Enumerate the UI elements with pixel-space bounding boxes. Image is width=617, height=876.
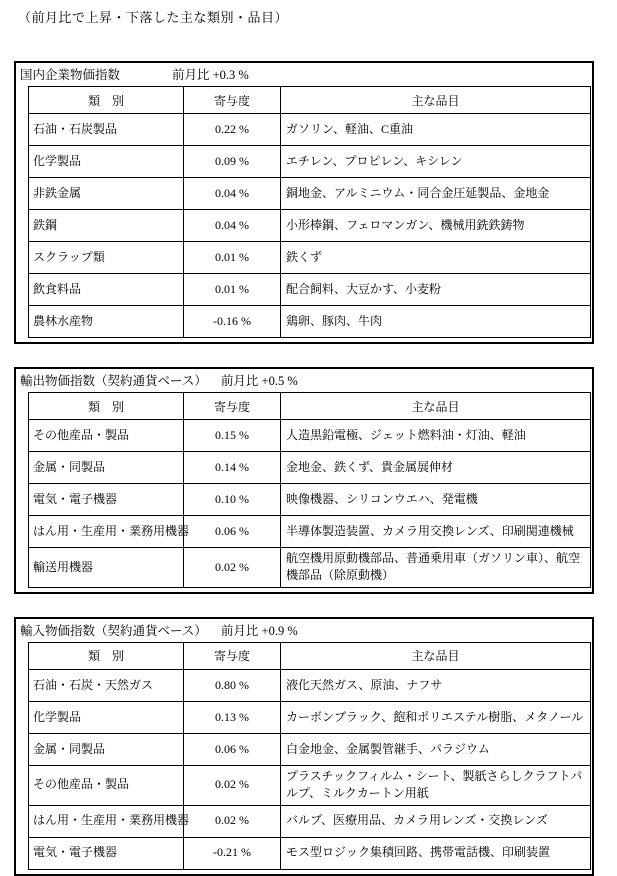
table-row	[29, 306, 591, 338]
category-cell: スクラップ類	[29, 242, 184, 274]
price-table	[28, 392, 591, 588]
domestic-price-index-box	[14, 61, 594, 344]
contribution-cell: 0.04 %	[184, 178, 281, 210]
items-cell: 銅地金、アルミニウム・同合金圧延製品、金地金	[281, 178, 591, 210]
items-cell: 人造黒鉛電極、ジェット燃料油・灯油、軽油	[281, 420, 591, 452]
mom-change: 前月比 +0.3 %	[172, 68, 249, 82]
category-cell: 石油・石炭・天然ガス	[29, 669, 184, 701]
items-cell: ガソリン、軽油、C重油	[281, 114, 591, 146]
items-cell: モス型ロジック集積回路、携帯電話機、印刷装置	[281, 837, 591, 869]
category-cell: 石油・石炭製品	[29, 114, 184, 146]
items-cell: エチレン、プロピレン、キシレン	[281, 146, 591, 178]
items-cell: 金地金、鉄くず、貴金属展伸材	[281, 452, 591, 484]
table-row	[29, 146, 591, 178]
category-cell: 非鉄金属	[29, 178, 184, 210]
table-row	[29, 765, 591, 805]
items-cell: バルブ、医療用品、カメラ用レンズ・交換レンズ	[281, 805, 591, 837]
price-table	[28, 642, 591, 870]
category-cell: 電気・電子機器	[29, 837, 184, 869]
index-name: 国内企業物価指数	[20, 68, 121, 82]
category-cell: 電気・電子機器	[29, 484, 184, 516]
category-cell: その他産品・製品	[29, 765, 184, 805]
contribution-cell: 0.80 %	[184, 669, 281, 701]
contribution-cell: 0.01 %	[184, 274, 281, 306]
items-cell: 小形棒鋼、フェロマンガン、機械用銑鉄鋳物	[281, 210, 591, 242]
table-row	[29, 114, 591, 146]
category-cell: 金属・同製品	[29, 452, 184, 484]
contribution-cell: 0.13 %	[184, 701, 281, 733]
items-cell: プラスチックフィルム・シート、製紙さらしクラフトパルプ、ミルクカートン用紙	[281, 765, 591, 805]
items-column-header: 主な品目	[281, 642, 591, 669]
category-cell: 金属・同製品	[29, 733, 184, 765]
items-cell: 液化天然ガス、原油、ナフサ	[281, 669, 591, 701]
table-row	[29, 452, 591, 484]
table-row	[29, 733, 591, 765]
header-row	[29, 87, 591, 114]
table-row	[29, 274, 591, 306]
category-cell: 化学製品	[29, 146, 184, 178]
mom-change: 前月比 +0.9 %	[220, 623, 298, 638]
contribution-cell: 0.22 %	[184, 114, 281, 146]
table-row	[29, 210, 591, 242]
items-cell: 航空機用原動機部品、普通乗用車（ガソリン車）、航空機部品（除原動機）	[281, 548, 591, 588]
category-cell: その他産品・製品	[29, 420, 184, 452]
table-row	[29, 178, 591, 210]
category-column-header: 類 別	[29, 393, 184, 420]
contribution-cell: 0.09 %	[184, 146, 281, 178]
category-cell: 鉄鋼	[29, 210, 184, 242]
contribution-cell: 0.10 %	[184, 484, 281, 516]
category-cell: 農林水産物	[29, 306, 184, 338]
header-row	[29, 642, 591, 669]
index-name: 輸入物価指数（契約通貨ベース）	[20, 623, 207, 638]
category-column-header: 類 別	[29, 87, 184, 114]
contribution-cell: -0.16 %	[184, 306, 281, 338]
contribution-cell: 0.15 %	[184, 420, 281, 452]
category-cell: 化学製品	[29, 701, 184, 733]
contribution-column-header: 寄与度	[184, 393, 281, 420]
items-cell: 映像機器、シリコンウエハ、発電機	[281, 484, 591, 516]
table-row	[29, 484, 591, 516]
contribution-cell: 0.14 %	[184, 452, 281, 484]
contribution-column-header: 寄与度	[184, 87, 281, 114]
box-title	[16, 619, 592, 642]
table-row	[29, 420, 591, 452]
contribution-cell: -0.21 %	[184, 837, 281, 869]
header-row	[29, 393, 591, 420]
items-cell: カーボンブラック、飽和ポリエステル樹脂、メタノール	[281, 701, 591, 733]
contribution-cell: 0.02 %	[184, 805, 281, 837]
contribution-cell: 0.06 %	[184, 733, 281, 765]
items-cell: 鶏卵、豚肉、牛肉	[281, 306, 591, 338]
table-row	[29, 669, 591, 701]
table-row	[29, 548, 591, 588]
contribution-cell: 0.01 %	[184, 242, 281, 274]
contribution-column-header: 寄与度	[184, 642, 281, 669]
category-cell: はん用・生産用・業務用機器	[29, 516, 184, 548]
category-cell: はん用・生産用・業務用機器	[29, 805, 184, 837]
box-title	[16, 369, 592, 392]
contribution-cell: 0.02 %	[184, 765, 281, 805]
table-row	[29, 516, 591, 548]
items-cell: 白金地金、金属製管継手、パラジウム	[281, 733, 591, 765]
table-row	[29, 837, 591, 869]
items-cell: 半導体製造装置、カメラ用交換レンズ、印刷関連機械	[281, 516, 591, 548]
contribution-cell: 0.04 %	[184, 210, 281, 242]
category-column-header: 類 別	[29, 642, 184, 669]
table-row	[29, 242, 591, 274]
mom-change: 前月比 +0.5 %	[220, 374, 298, 388]
table-row	[29, 701, 591, 733]
index-name: 輸出物価指数（契約通貨ベース）	[20, 374, 207, 388]
box-title	[16, 63, 592, 86]
page-title: （前月比で上昇・下落した主な類別・品目）	[18, 10, 289, 25]
category-cell: 輸送用機器	[29, 548, 184, 588]
contribution-cell: 0.06 %	[184, 516, 281, 548]
contribution-cell: 0.02 %	[184, 548, 281, 588]
items-cell: 鉄くず	[281, 242, 591, 274]
items-column-header: 主な品目	[281, 87, 591, 114]
items-cell: 配合飼料、大豆かす、小麦粉	[281, 274, 591, 306]
export-price-index-box	[14, 367, 594, 594]
items-column-header: 主な品目	[281, 393, 591, 420]
import-price-index-box	[14, 617, 594, 876]
category-cell: 飲食料品	[29, 274, 184, 306]
price-table	[28, 86, 591, 338]
table-row	[29, 805, 591, 837]
